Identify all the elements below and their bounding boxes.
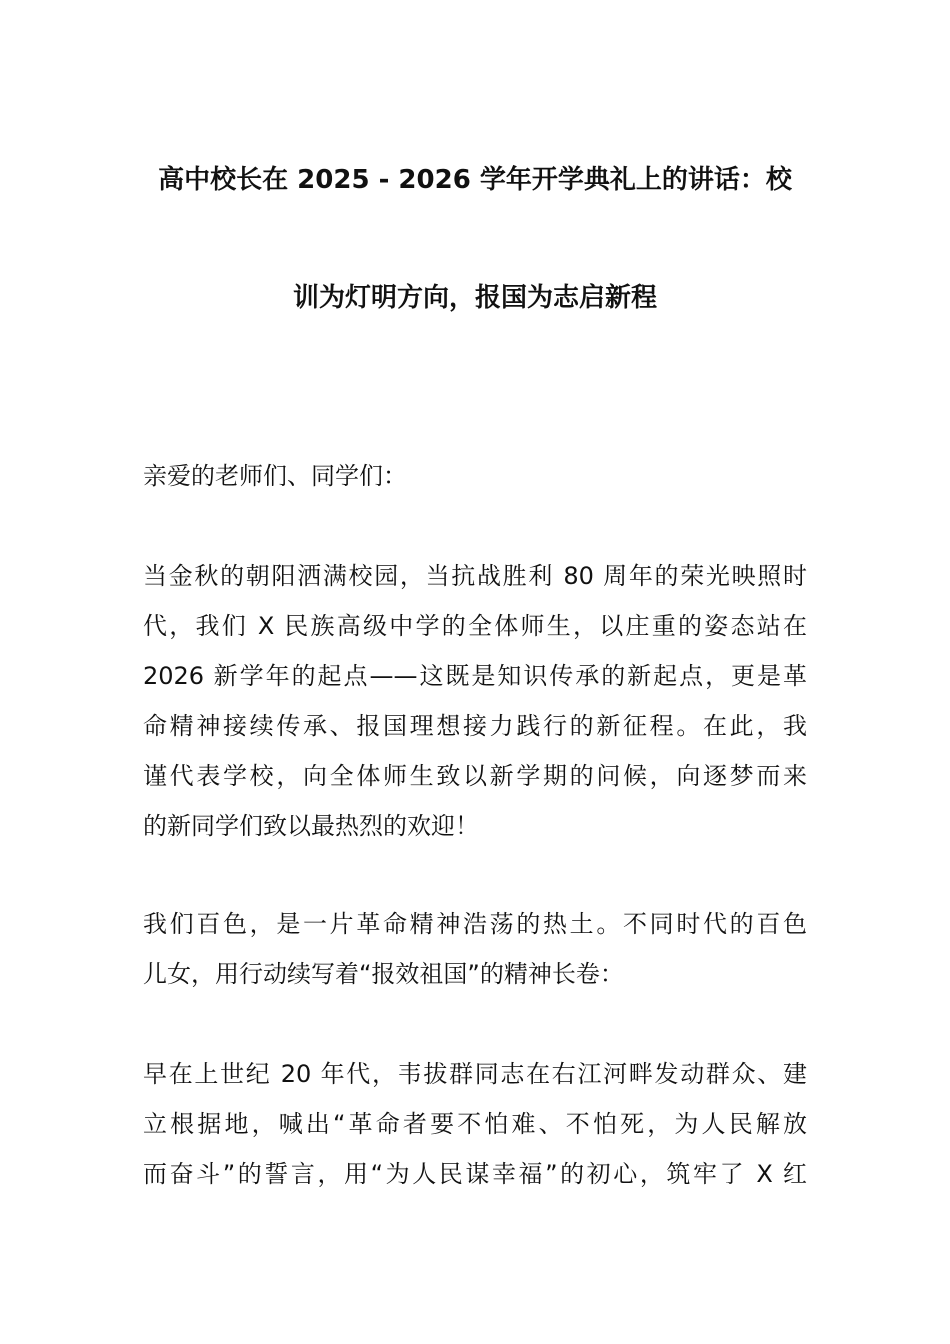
paragraph-line: 命精神接续传承、报国理想接力践行的新征程。在此，我 — [143, 712, 807, 740]
document-title-line-1: 高中校长在 2025 - 2026 学年开学典礼上的讲话：校 — [158, 165, 792, 195]
paragraph-line: 而奋斗”的誓言，用“为人民谋幸福”的初心，筑牢了 X 红 — [143, 1160, 807, 1188]
greeting: 亲爱的老师们、同学们： — [143, 462, 407, 490]
document-title-line-2: 训为灯明方向，报国为志启新程 — [292, 283, 657, 313]
paragraph-line: 立根据地，喊出“革命者要不怕难、不怕死，为人民解放 — [143, 1110, 807, 1138]
paragraph-line: 我们百色，是一片革命精神浩荡的热土。不同时代的百色 — [143, 910, 807, 938]
paragraph-line: 代，我们 X 民族高级中学的全体师生，以庄重的姿态站在 — [143, 612, 807, 640]
paragraph-line: 2026 新学年的起点——这既是知识传承的新起点，更是革 — [143, 662, 807, 690]
paragraph-line: 的新同学们致以最热烈的欢迎！ — [143, 812, 479, 840]
paragraph-line: 谨代表学校，向全体师生致以新学期的问候，向逐梦而来 — [143, 762, 807, 790]
paragraph-line: 儿女，用行动续写着“报效祖国”的精神长卷： — [143, 960, 624, 988]
paragraph-line: 当金秋的朝阳洒满校园，当抗战胜利 80 周年的荣光映照时 — [143, 562, 807, 590]
paragraph-line: 早在上世纪 20 年代，韦拔群同志在右江河畔发动群众、建 — [143, 1060, 807, 1088]
